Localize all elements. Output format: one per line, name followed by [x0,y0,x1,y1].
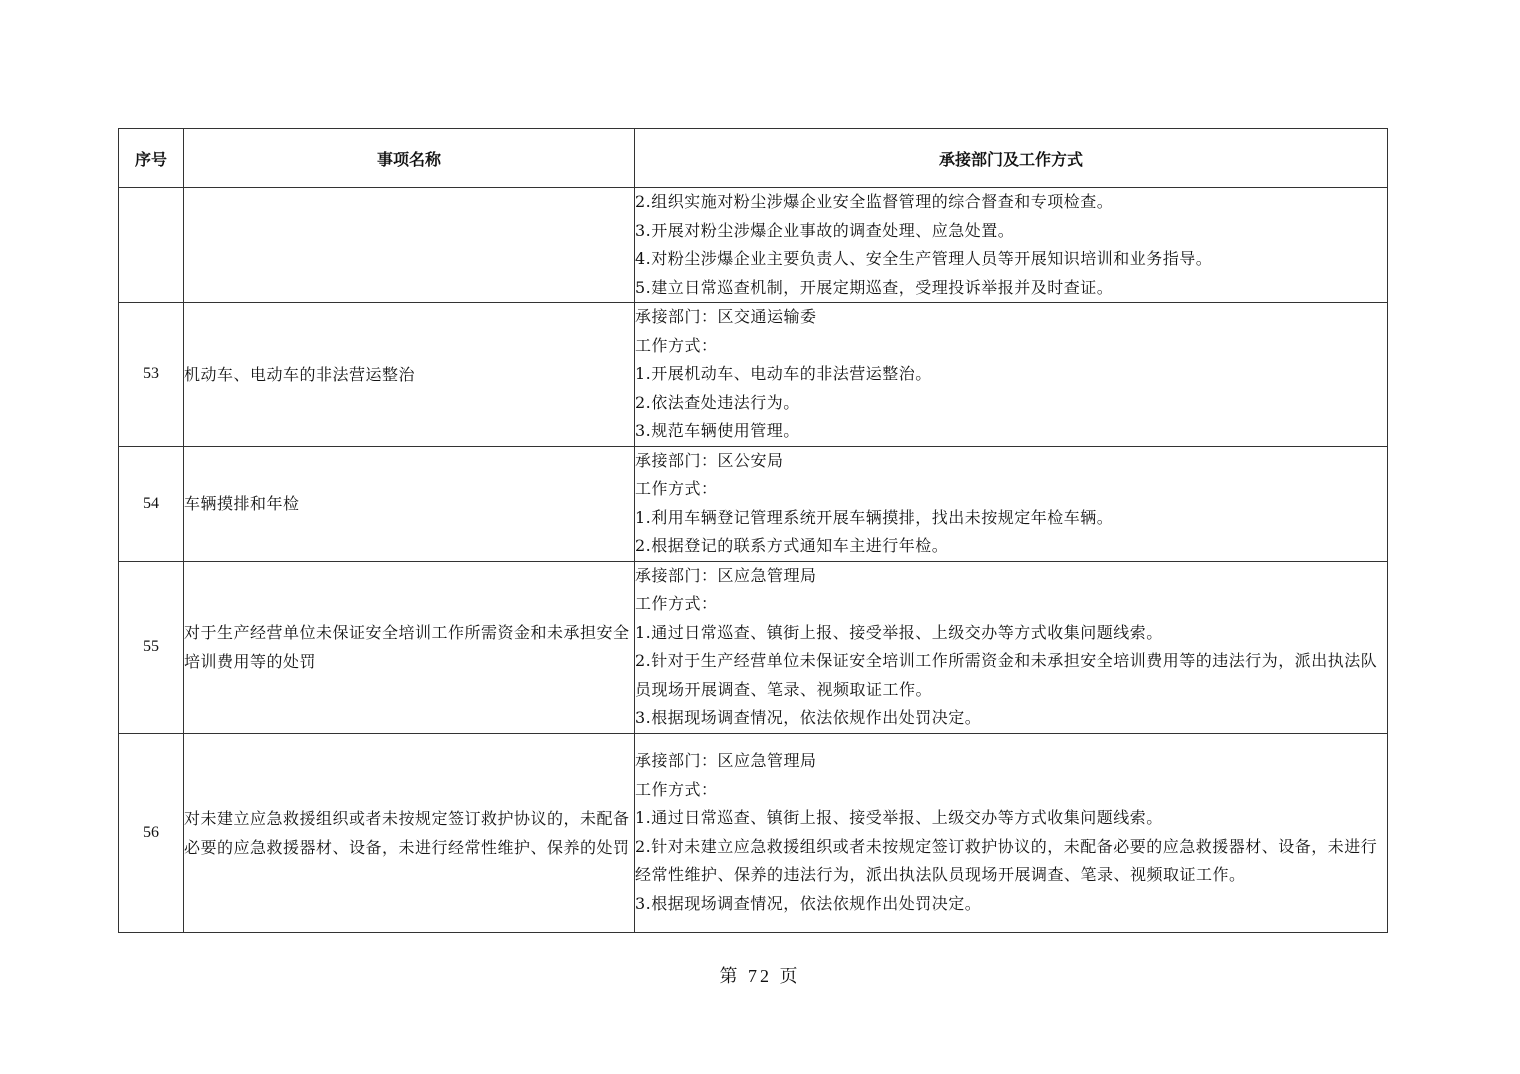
method-line: 2.依法查处违法行为。 [635,392,800,412]
header-item-name: 事项名称 [184,129,635,188]
method-line: 1.开展机动车、电动车的非法营运整治。 [635,364,932,383]
method-line: 工作方式： [635,335,718,355]
method-line: 承接部门：区公安局 [635,450,784,470]
method-line: 承接部门：区交通运输委 [635,307,817,326]
row-method [635,561,1388,733]
row-seq: 55 [119,561,184,733]
method-line: 1.通过日常巡查、镇街上报、接受举报、上级交办等方式收集问题线索。 [635,622,1163,642]
row-item-name [184,188,635,303]
row-item-name: 对于生产经营单位未保证安全培训工作所需资金和未承担安全培训费用等的处罚 [184,561,635,733]
row-seq: 54 [119,446,184,561]
method-line: 2.针对未建立应急救援组织或者未按规定签订救护协议的，未配备必要的应急救援器材、设备，未进行经常性维护、保养的违法行为，派出执法队员现场开展调查、笔录、视频取证工作。 [635,836,1378,884]
row-item-name: 车辆摸排和年检 [184,446,635,561]
page-number: 第 72 页 [719,966,801,986]
table-header-row [119,129,1388,188]
method-line: 3.规范车辆使用管理。 [635,421,800,440]
method-line: 3.开展对粉尘涉爆企业事故的调查处理、应急处置。 [635,220,1015,240]
table-row [119,188,1388,303]
table-row [119,303,1388,447]
row-seq [119,188,184,303]
row-seq: 56 [119,733,184,932]
method-line: 工作方式： [635,479,718,498]
items-table [118,128,1388,933]
table-row [119,733,1388,932]
header-seq: 序号 [119,129,184,188]
row-method [635,188,1388,303]
method-line: 3.根据现场调查情况，依法依规作出处罚决定。 [635,708,982,727]
row-item-name: 对未建立应急救援组织或者未按规定签订救护协议的，未配备必要的应急救援器材、设备，未进行经常性维护、保养的处罚 [184,733,635,932]
method-line: 工作方式： [635,779,718,799]
method-line: 4.对粉尘涉爆企业主要负责人、安全生产管理人员等开展知识培训和业务指导。 [635,249,1213,268]
header-dept-method: 承接部门及工作方式 [635,129,1388,188]
method-line: 2.针对于生产经营单位未保证安全培训工作所需资金和未承担安全培训费用等的违法行为，派出执法队员现场开展调查、笔录、视频取证工作。 [635,651,1378,699]
method-line: 承接部门：区应急管理局 [635,565,817,585]
method-line: 5.建立日常巡查机制，开展定期巡查，受理投诉举报并及时查证。 [635,277,1114,297]
method-line: 2.组织实施对粉尘涉爆企业安全监督管理的综合督查和专项检查。 [635,192,1114,211]
method-line: 承接部门：区应急管理局 [635,751,817,770]
method-line: 2.根据登记的联系方式通知车主进行年检。 [635,536,949,555]
row-method [635,446,1388,561]
row-item-name: 机动车、电动车的非法营运整治 [184,303,635,447]
table-row [119,561,1388,733]
method-line: 3.根据现场调查情况，依法依规作出处罚决定。 [635,893,982,913]
method-line: 1.利用车辆登记管理系统开展车辆摸排，找出未按规定年检车辆。 [635,507,1114,527]
row-method [635,303,1388,447]
table-row [119,446,1388,561]
row-seq: 53 [119,303,184,447]
method-line: 工作方式： [635,594,718,613]
row-method [635,733,1388,932]
method-line: 1.通过日常巡查、镇街上报、接受举报、上级交办等方式收集问题线索。 [635,808,1163,827]
